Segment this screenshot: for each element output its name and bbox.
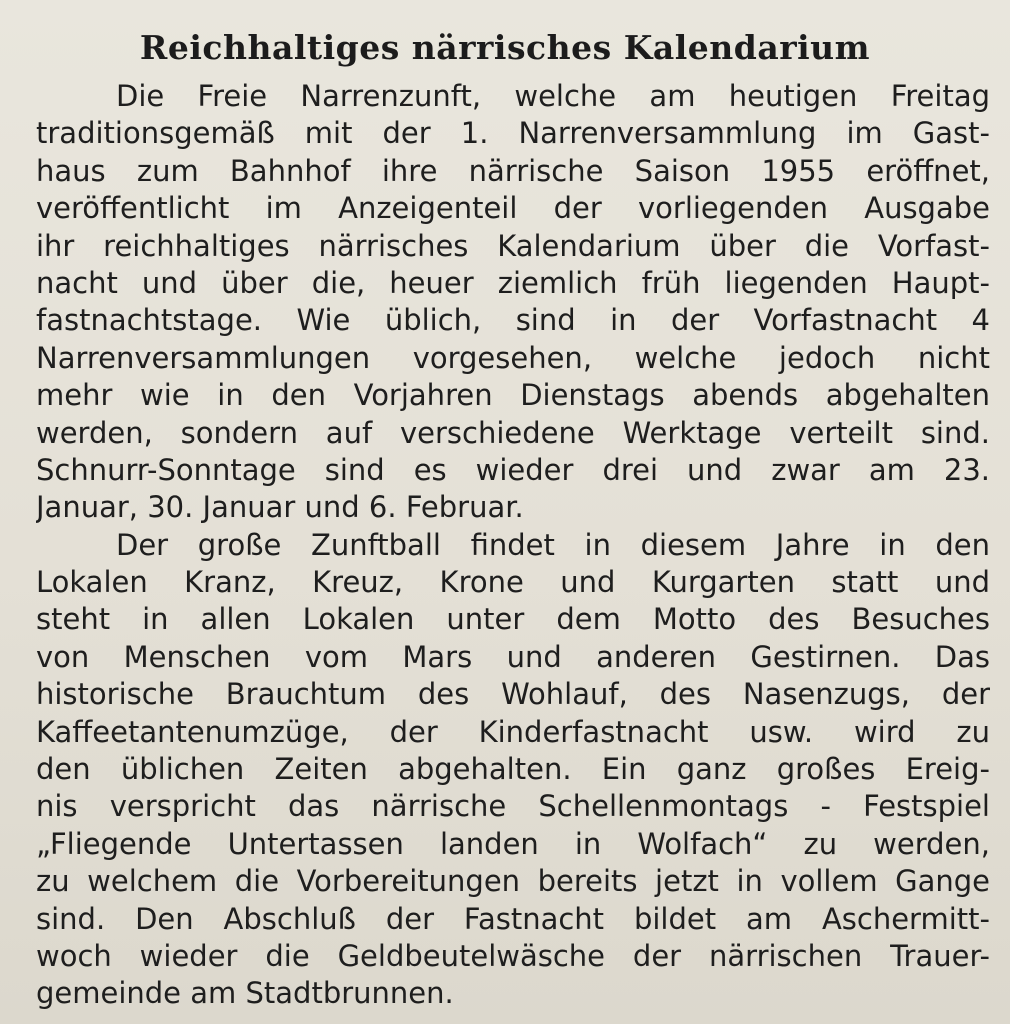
text-line: Narrenversammlungen vorgesehen, welche jedoch nicht [36, 340, 990, 375]
text-line: veröffentlicht im Anzeigenteil der vorliegenden Ausgabe [36, 191, 990, 226]
text-line: nis verspricht das närrische Schellenmontags - Festspiel [36, 789, 990, 824]
text-line: haus zum Bahnhof ihre närrische Saison 1955 eröffnet, [36, 153, 990, 188]
text-line: Januar, 30. Januar und 6. Februar. [36, 490, 524, 525]
text-line: Der große Zunftball findet in diesem Jahre in den [116, 527, 990, 562]
text-line: steht in allen Lokalen unter dem Motto des Besuches [36, 602, 990, 637]
text-line: nacht und über die, heuer ziemlich früh liegenden Haupt- [36, 265, 990, 300]
text-line: „Fliegende Untertassen landen in Wolfach“ zu werden, [36, 826, 990, 861]
text-line: ihr reichhaltiges närrisches Kalendarium über die Vorfast- [36, 228, 990, 263]
article-body [36, 78, 990, 1013]
text-line: Die Freie Narrenzunft, welche am heutigen Freitag [116, 79, 990, 113]
text-line: sind. Den Abschluß der Fastnacht bildet am Aschermitt- [36, 901, 990, 936]
text-line: woch wieder die Geldbeutelwäsche der närrischen Trauer- [36, 938, 990, 973]
text-line: den üblichen Zeiten abgehalten. Ein ganz großes Ereig- [36, 752, 990, 787]
text-line: werden, sondern auf verschiedene Werktage verteilt sind. [36, 415, 990, 450]
text-line: historische Brauchtum des Wohlauf, des Nasenzugs, der [36, 677, 990, 712]
text-line: mehr wie in den Vorjahren Dienstags abends abgehalten [36, 378, 990, 413]
text-line: gemeinde am Stadtbrunnen. [36, 976, 454, 1011]
article-headline: Reichhaltiges närrisches Kalendarium [139, 28, 871, 67]
text-line: Schnurr-Sonntage sind es wieder drei und zwar am 23. [36, 452, 990, 487]
text-line: zu welchem die Vorbereitungen bereits jetzt in vollem Gange [36, 864, 990, 899]
text-line: von Menschen vom Mars und anderen Gestirnen. Das [36, 639, 990, 674]
text-line: Kaffeetantenumzüge, der Kinderfastnacht usw. wird zu [36, 714, 990, 749]
text-line: traditionsgemäß mit der 1. Narrenversammlung im Gast- [36, 116, 990, 151]
text-line: Lokalen Kranz, Kreuz, Krone und Kurgarten statt und [36, 565, 990, 600]
text-line: fastnachtstage. Wie üblich, sind in der Vorfastnacht 4 [36, 303, 990, 338]
